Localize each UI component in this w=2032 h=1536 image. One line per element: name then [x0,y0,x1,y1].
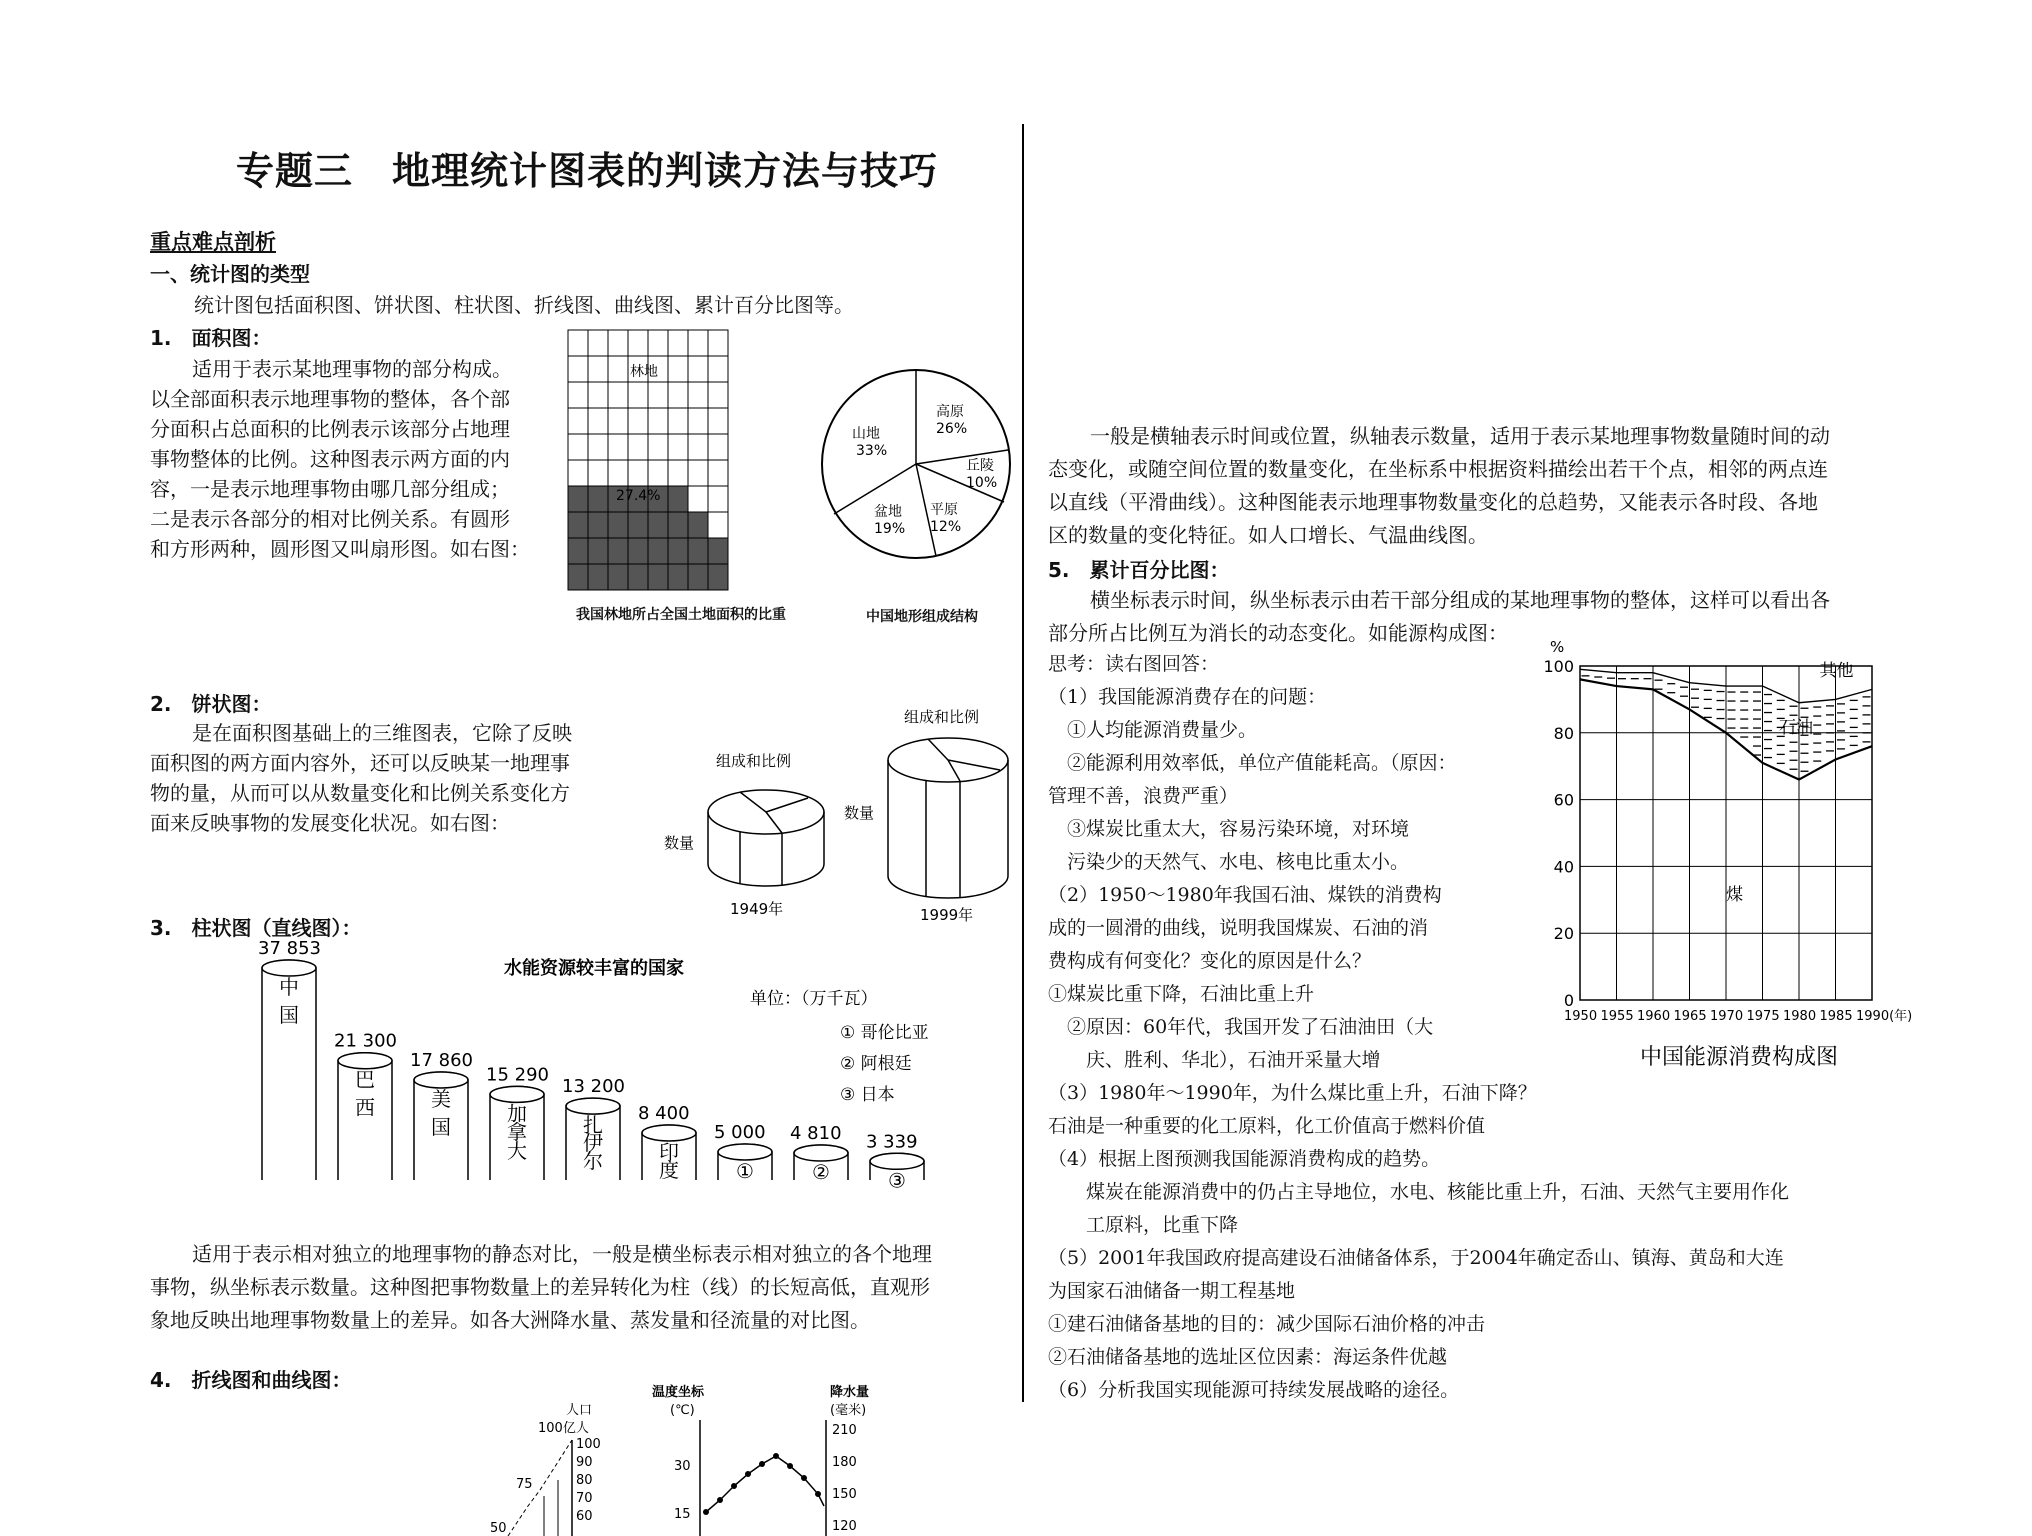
bar-category-label: 伊 [583,1131,603,1156]
grid-cell [568,434,588,460]
grid-cell [668,356,688,382]
bar-text [150,1238,932,1337]
grid-cell [688,564,708,590]
bar-category-label: 大 [507,1138,527,1163]
bar-category-label: 扎 [583,1113,603,1138]
column-divider [1022,124,1024,1402]
cum-heading: 5. 累计百分比图： [1048,558,1230,582]
bar-value-label: 21 300 [334,1030,397,1052]
bar-chart-title: 水能资源较丰富的国家 [504,958,684,979]
bar-category-label: 国 [431,1114,451,1139]
grid-cell [668,382,688,408]
qa-wide [1048,1077,1789,1407]
qa-line: ①人均能源消费量少。 [1048,719,1258,741]
text-line: 容，一是表示地理事物由哪几部分组成； [150,477,510,501]
grid-cell [708,538,728,564]
intro-text: 统计图包括面积图、饼状图、柱状图、折线图、曲线图、累计百分比图等。 [194,293,854,317]
y-tick-label: 0 [1563,991,1574,1010]
grid-cell [568,382,588,408]
text-line: 物的量，从而可以从数量变化和比例关系变化方 [150,781,570,805]
bar-cylinder-top [490,1086,544,1102]
pie3d-text [150,718,572,838]
grid-cell [568,538,588,564]
text-line: 以全部面积表示地理事物的整体，各个部 [150,387,510,411]
text-line: 事物整体的比例。这种图表示两方面的内 [150,447,510,471]
grid-cell [588,564,608,590]
grid-cell [628,512,648,538]
qa-line: （1）我国能源消费存在的问题： [1048,686,1327,708]
text-line: 是在面积图基础上的三维图表，它除了反映 [192,721,572,745]
rain-axis-unit: (毫米) [830,1403,867,1418]
pie-caption: 中国地形组成结构 [866,609,978,625]
area-heading: 1. 面积图： [150,326,272,350]
qa-line: ②能源利用效率低，单位产值能耗高。（原因： [1048,752,1457,774]
qa-narrow [1048,648,1457,1077]
text-line: 以直线（平滑曲线）。这种图能表示地理事物数量变化的总趋势，又能表示各时段、各地 [1048,490,1818,514]
bar-cylinder-top [870,1153,924,1169]
grid-cell [608,564,628,590]
bar-cylinder-top [414,1072,468,1088]
grid-percent: 27.4% [616,488,661,504]
bar-chart-unit: 单位：（万千瓦） [750,989,878,1009]
bar-category-label: 印 [659,1139,679,1164]
grid-cell [588,330,608,356]
y-tick-label: 20 [1553,924,1574,944]
pie-pct-plain: 12% [930,519,962,535]
qa-line: ①煤炭比重下降，石油比重上升 [1048,983,1315,1005]
grid-cell [668,408,688,434]
year-1949: 1949年 [730,900,784,918]
grid-cell [688,434,708,460]
y-tick-label: 80 [1553,723,1574,743]
grid-cell [708,434,728,460]
text-line: 适用于表示相对独立的地理事物的静态对比，一般是横坐标表示相对独立的各个地理 [192,1242,932,1266]
bar-cylinder-top [262,960,316,976]
grid-cell [588,486,608,512]
text-line: 和方形两种，圆形图又叫扇形图。如右图： [150,537,530,561]
text-line: 二是表示各部分的相对比例关系。有圆形 [150,507,510,531]
text-line: 态变化，或随空间位置的数量变化，在坐标系中根据资料描绘出若干个点，相邻的两点连 [1048,457,1828,481]
qa-line: （4）根据上图预测我国能源消费构成的趋势。 [1048,1148,1441,1170]
legend-item-3: ③ 日本 [840,1085,895,1105]
x-tick-label: 1970 [1710,1009,1744,1024]
grid-cell [668,330,688,356]
bar-category-label: 中 [279,975,299,999]
qa-line: 煤炭在能源消费中的仍占主导地位，水电、核能比重上升，石油、天然气主要用作化 [1048,1181,1790,1203]
bar-category-label: 美 [431,1086,451,1111]
x-tick-label: 1975 [1746,1009,1780,1024]
grid-cell [588,434,608,460]
bar-cylinder-top [642,1125,696,1141]
energy-structure-chart [1540,630,1930,1080]
grid-cell [688,382,708,408]
grid-cell [628,434,648,460]
grid-label: 林地 [630,364,658,380]
qa-line: （3）1980年～1990年，为什么煤比重上升，石油下降？ [1048,1082,1537,1104]
grid-cell [608,460,628,486]
pie-label-hills: 丘陵 [966,458,994,474]
bar-cylinder-top [794,1145,848,1161]
x-tick-label: 1990(年) [1856,1009,1913,1024]
grid-cell [608,330,628,356]
bar-value-label: 8 400 [638,1102,690,1124]
legend-item-2: ② 阿根廷 [840,1054,912,1074]
grid-cell [628,330,648,356]
grid-cell [688,486,708,512]
grid-cell [708,330,728,356]
grid-cell [588,538,608,564]
label-ratio-1949: 组成和比例 [716,752,792,770]
rain-tick: 150 [832,1487,857,1502]
energy-chart-title: 中国能源消费构成图 [1640,1045,1839,1070]
grid-cell [568,486,588,512]
grid-cell [568,512,588,538]
qa-line: 为国家石油储备一期工程基地 [1048,1280,1296,1302]
grid-cell [608,538,628,564]
label-ratio-1999: 组成和比例 [904,708,980,726]
grid-cell [648,460,668,486]
bar-value-label: 13 200 [562,1076,625,1098]
grid-cell [628,564,648,590]
temp-axis-label: 温度坐标 [652,1385,705,1400]
line-heading: 4. 折线图和曲线图： [150,1368,352,1392]
grid-cell [568,356,588,382]
text-line: 面积图的两方面内容外，还可以反映某一地理事 [150,751,570,775]
bar-category-label: 加 [507,1101,527,1126]
grid-cell [588,408,608,434]
grid-cell [708,460,728,486]
page-title: 专题三 地理统计图表的判读方法与技巧 [236,148,939,193]
bar-category-label: ① [736,1158,754,1183]
qa-line: ③煤炭比重太大，容易污染环境，对环境 [1048,818,1410,840]
pop-unit: 100亿人 [538,1421,589,1436]
qa-line: 费构成有何变化？变化的原因是什么？ [1048,950,1372,972]
grid-cell [688,538,708,564]
pop-tick: 80 [576,1473,593,1488]
bar-value-label: 17 860 [410,1049,473,1071]
grid-cell [688,356,708,382]
qa-line: 石油是一种重要的化工原料，化工价值高于燃料价值 [1048,1115,1486,1137]
grid-cell [688,330,708,356]
grid-cell [668,512,688,538]
grid-cell [648,408,668,434]
grid-cell [628,408,648,434]
pie3d-chart [660,700,1020,930]
bar-heading: 3. 柱状图（直线图）： [150,916,362,940]
area-grid-chart [566,328,728,590]
qa-line: ②原因：60年代，我国开发了石油油田（大 [1048,1016,1434,1038]
text-line: 区的数量的变化特征。如人口增长、气温曲线图。 [1048,523,1488,547]
grid-cell [708,564,728,590]
series-label-coal: 煤 [1726,884,1743,905]
grid-cell [648,564,668,590]
qa-line: 污染少的天然气、水电、核电比重太小。 [1048,851,1410,873]
climate-chart [640,1380,920,1536]
grid-cell [628,538,648,564]
bar-category-label: ② [812,1160,830,1185]
bar-category-label: ③ [888,1168,906,1193]
x-tick-label: 1980 [1783,1009,1817,1024]
area-text [150,354,530,564]
grid-cell [588,382,608,408]
grid-cell [628,460,648,486]
bar-category-label: 西 [355,1095,375,1120]
qa-line: 庆、胜利、华北），石油开采量大增 [1048,1049,1381,1071]
bar-value-label: 15 290 [486,1064,549,1086]
y-axis-label: % [1550,638,1565,656]
text-line: 分面积占总面积的比例表示该部分占地理 [150,417,510,441]
label-qty-1999: 数量 [844,804,875,822]
grid-cell [688,512,708,538]
grid-cell [568,564,588,590]
grid-cell [668,564,688,590]
rain-tick: 210 [832,1423,857,1438]
pie-pct-mountain: 33% [856,443,888,459]
grid-cell [648,434,668,460]
pie-label-mountain: 山地 [852,426,880,442]
grid-cell [608,382,628,408]
y-tick-label: 60 [1553,790,1574,810]
grid-cell [708,356,728,382]
grid-cell [688,460,708,486]
bar-category-label: 尔 [583,1149,603,1174]
pie-pct-basin: 19% [874,521,906,537]
qa-line: 工原料，比重下降 [1048,1214,1239,1236]
qa-line: 管理不善，浪费严重） [1048,785,1239,807]
bar-value-label: 4 810 [790,1123,842,1145]
qa-line: （5）2001年我国政府提高建设石油储备体系，于2004年确定岙山、镇海、黄岛和大连 [1048,1247,1784,1269]
series-label-oil: 石油 [1779,717,1813,738]
x-tick-label: 1960 [1637,1009,1671,1024]
qa-line: ②石油储备基地的选址区位因素：海运条件优越 [1048,1346,1448,1368]
pop-tick-left: 50 [490,1521,507,1536]
bar-category-label: 巴 [355,1067,375,1092]
pop-tick: 90 [576,1455,593,1470]
text-line: 适用于表示某地理事物的部分构成。 [192,357,512,381]
pie-label-basin: 盆地 [874,504,902,520]
grid-cell [648,512,668,538]
pie3d-heading: 2. 饼状图： [150,692,272,716]
text-line: 横坐标表示时间，纵坐标表示由若干部分组成的某地理事物的整体，这样可以看出各 [1090,588,1830,612]
grid-cell [568,330,588,356]
grid-cell [568,408,588,434]
grid-cell [668,460,688,486]
grid-cell [588,356,608,382]
pop-tick: 60 [576,1509,593,1524]
rain-axis-label: 降水量 [830,1385,870,1400]
temp-axis-unit: (℃) [670,1403,695,1418]
bar-cylinder-top [338,1053,392,1069]
qa-line: ①建石油储备基地的目的：减少国际石油价格的冲击 [1048,1313,1486,1335]
x-tick-label: 1955 [1600,1009,1634,1024]
y-tick-label: 40 [1553,857,1574,877]
qa-line: 成的一圆滑的曲线，说明我国煤炭、石油的消 [1048,917,1429,939]
pop-tick-left: 75 [516,1477,533,1492]
qa-line: （6）分析我国实现能源可持续发展战略的途径。 [1048,1379,1460,1401]
grid-cell [608,434,628,460]
pop-label: 人口 [566,1403,593,1418]
grid-cell [708,486,728,512]
section-heading: 重点难点剖析 [150,230,276,254]
grid-cell [588,512,608,538]
text-line: 面来反映事物的发展变化状况。如右图： [150,811,510,835]
grid-cell [708,512,728,538]
grid-cell [608,408,628,434]
x-tick-label: 1965 [1673,1009,1707,1024]
grid-caption: 我国林地所占全国土地面积的比重 [576,607,786,623]
label-qty-1949: 数量 [664,834,695,852]
x-tick-label: 1985 [1819,1009,1853,1024]
pie-pct-plateau: 26% [936,421,968,437]
bar-value-label: 5 000 [714,1121,766,1143]
curve-text [1048,420,1830,552]
terrain-pie-chart [818,366,1014,562]
text-line: 部分所占比例互为消长的动态变化。如能源构成图： [1048,621,1508,645]
bar-category-label: 国 [279,1003,299,1027]
bar-cylinder-top [718,1144,772,1160]
pie-label-plateau: 高原 [936,404,964,420]
x-tick-label: 1950 [1564,1009,1598,1024]
bar-category-label: 拿 [507,1120,527,1145]
pop-tick: 100 [576,1437,601,1452]
grid-cell [648,538,668,564]
grid-cell [608,356,628,382]
grid-cell [588,460,608,486]
grid-cell [668,538,688,564]
pop-tick: 70 [576,1491,593,1506]
bar-value-label: 37 853 [258,938,321,959]
rain-tick: 120 [832,1519,857,1534]
year-1999: 1999年 [920,906,974,924]
pie-pct-hills: 10% [966,475,998,491]
text-line: 一般是横轴表示时间或位置，纵轴表示数量，适用于表示某地理事物数量随时间的动 [1090,424,1830,448]
y-tick-label: 100 [1543,657,1574,676]
text-line: 事物，纵坐标表示数量。这种图把事物数量上的差异转化为柱（线）的长短高低，直观形 [150,1275,930,1299]
grid-cell [628,382,648,408]
grid-cell [568,460,588,486]
series-label-other: 其他 [1819,661,1854,682]
hydro-bar-chart [240,938,980,1193]
grid-cell [648,330,668,356]
grid-cell [668,486,688,512]
legend-item-1: ① 哥伦比亚 [840,1023,929,1043]
cylinder-1999 [888,738,1008,898]
grid-cell [708,382,728,408]
grid-cell [608,512,628,538]
qa-line: （2）1950～1980年我国石油、煤铁的消费构 [1048,884,1442,906]
grid-cell [668,434,688,460]
bar-cylinder-top [566,1098,620,1114]
rain-tick: 180 [832,1455,857,1470]
subsection-heading: 一、统计图的类型 [150,262,310,286]
grid-cell [688,408,708,434]
temp-tick: 30 [674,1459,691,1474]
cylinder-1949 [708,790,824,886]
pie-label-plain: 平原 [930,502,958,518]
qa-line: 思考：读右图回答： [1048,653,1220,675]
bar-value-label: 3 339 [866,1131,918,1153]
bar-category-label: 度 [659,1157,679,1182]
temp-tick: 15 [674,1507,691,1522]
grid-cell [708,408,728,434]
text-line: 象地反映出地理事物数量上的差异。如各大洲降水量、蒸发量和径流量的对比图。 [150,1308,870,1332]
grid-cell [648,382,668,408]
